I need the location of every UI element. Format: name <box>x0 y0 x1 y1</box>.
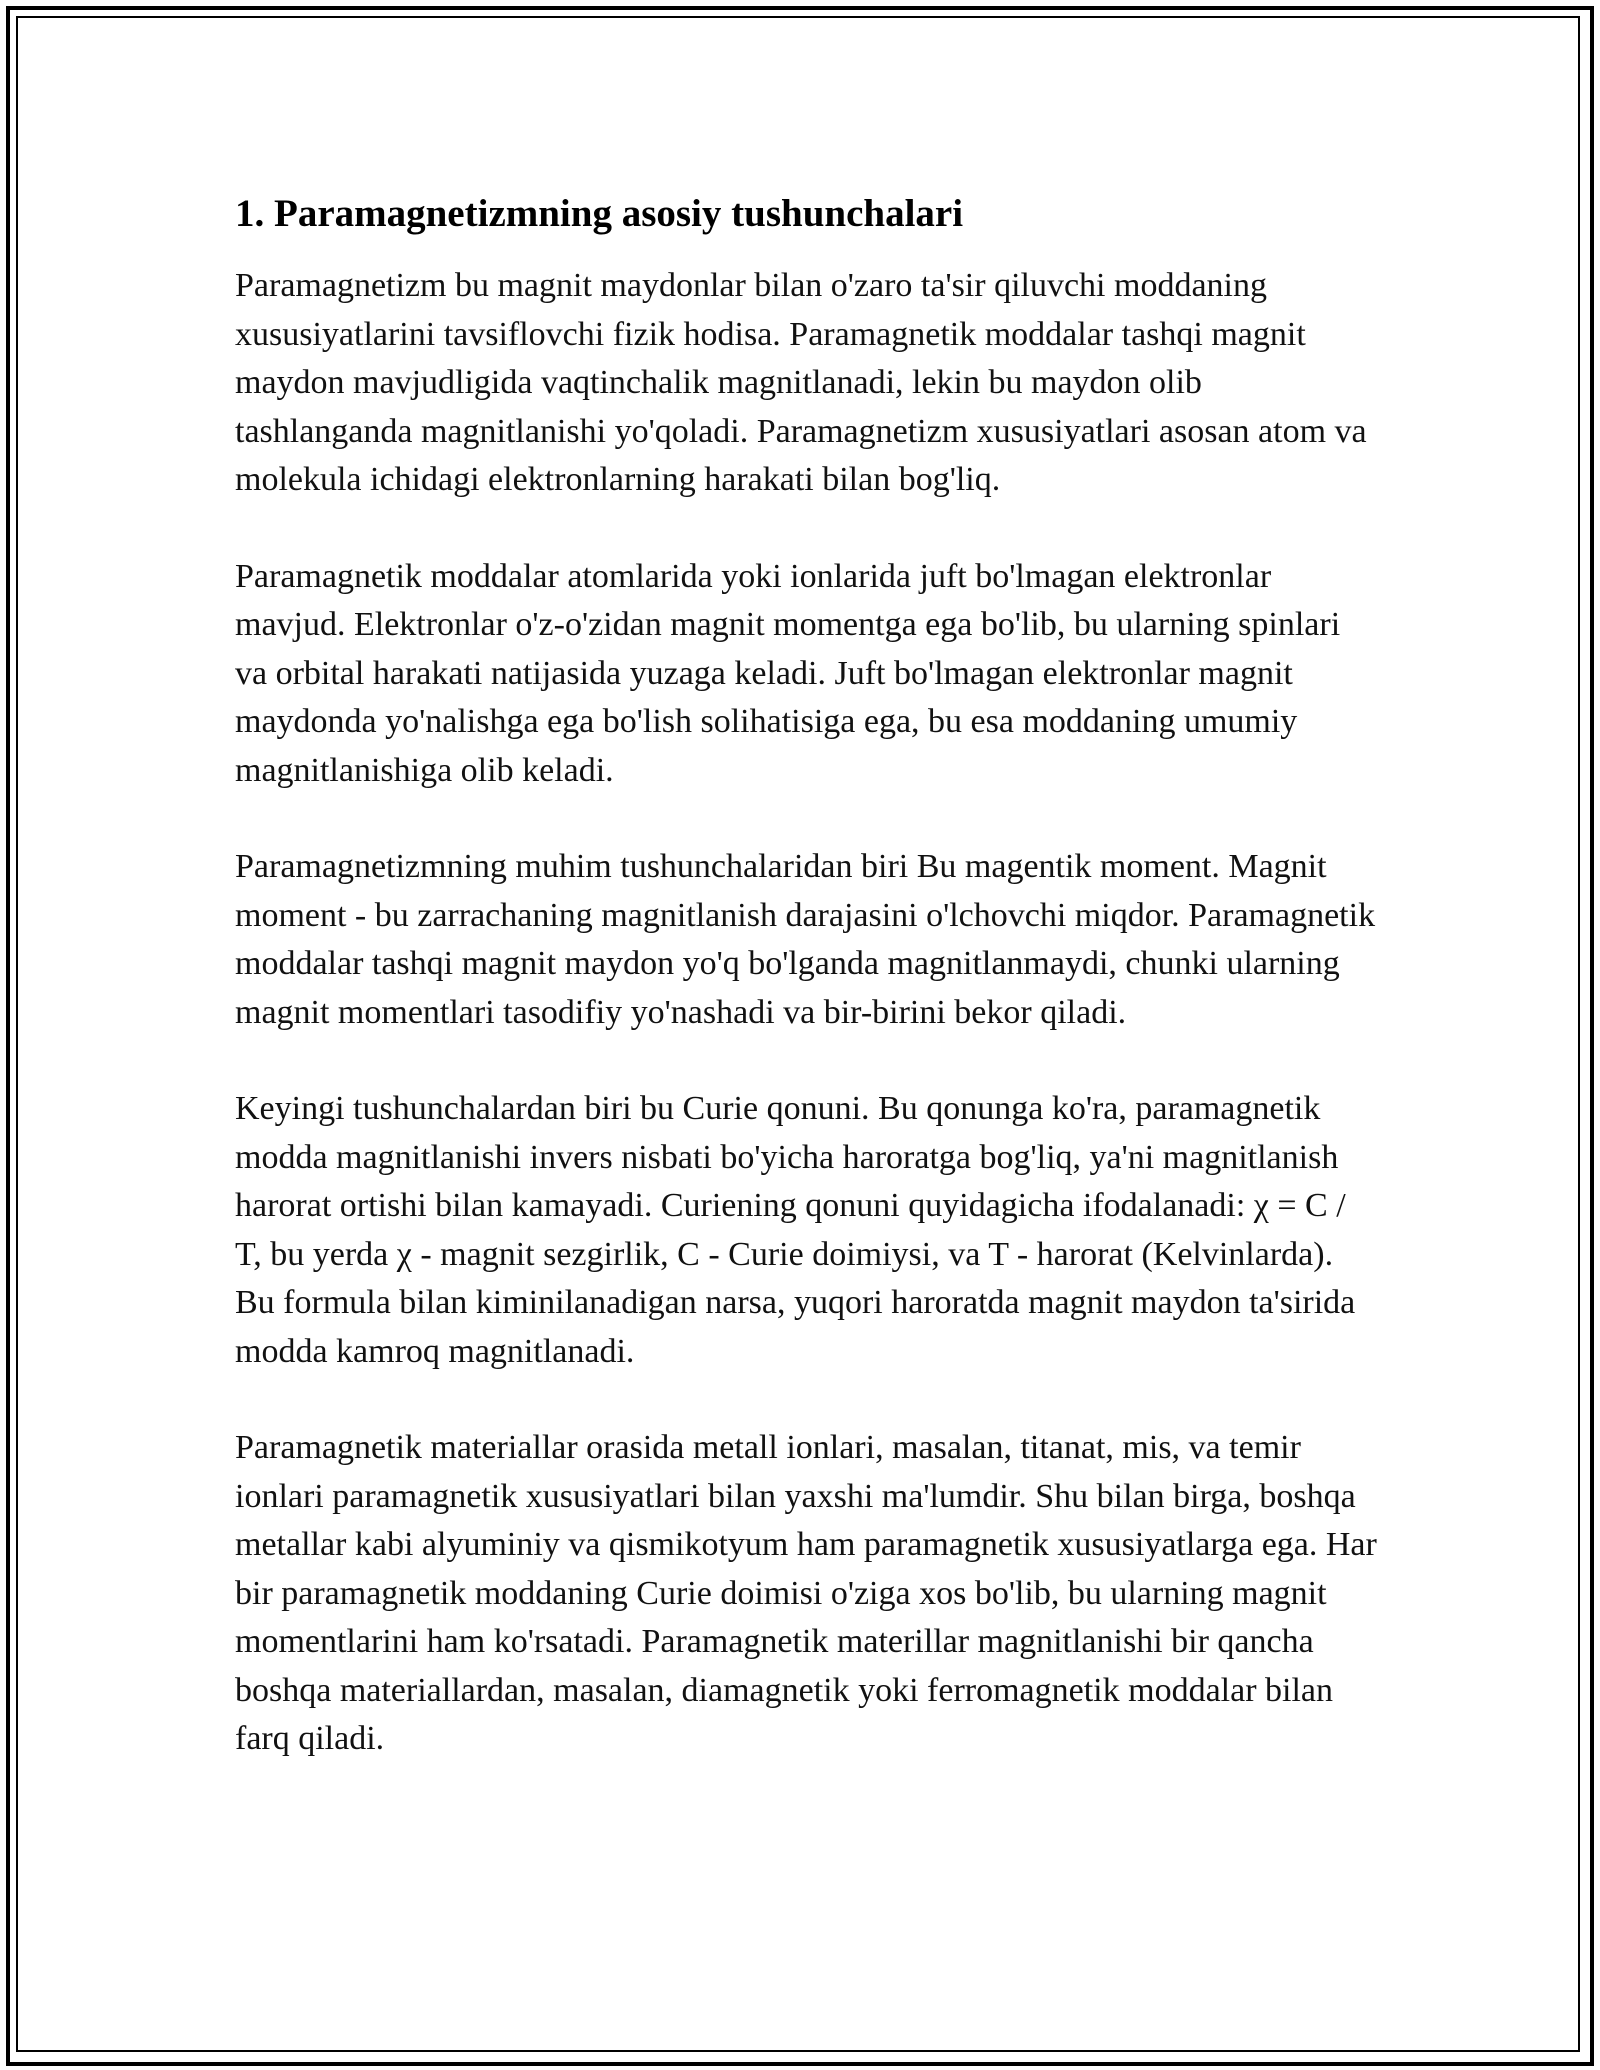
paragraph-paramagnetic-materials: Paramagnetik materiallar orasida metall ionlari, masalan, titanat, mis, va temir ionlari paramagnetik xususiyatlari bilan yaxshi ma'lumdir. Shu bilan birga, boshqa metallar kabi alyuminiy va qismikotyum ham paramagnetik xususiyatlarga ega. Har bir paramagnetik moddaning Curie doimisi o'ziga xos bo'lib, bu ularning magnit momentlarini ham ko'rsatadi. Paramagnetik materillar magnitlanishi bir qancha boshqa materiallardan, masalan, diamagnetik yoki ferromagnetik moddalar bilan farq qiladi. <box>235 1429 1377 1757</box>
document-body <box>235 186 1380 1812</box>
paragraph-magnetic-moment: Paramagnetizmning muhim tushunchalaridan biri Bu magentik moment. Magnit moment - bu zarrachaning magnitlanish darajasini o'lchovchi miqdor. Paramagnetik moddalar tashqi magnit maydon yo'q bo'lganda magnitlanmaydi, chunki ularning magnit momentlari tasodifiy yo'nashadi va bir-birini bekor qiladi. <box>235 848 1376 1031</box>
paragraph-curie-law: Keyingi tushunchalardan biri bu Curie qonuni. Bu qonunga ko'ra, paramagnetik modda magnitlanishi invers nisbati bo'yicha haroratga bog'liq, ya'ni magnitlanish harorat ortishi bilan kamayadi. Curiening qonuni quyidagicha ifodalanadi: χ = C / T, bu yerda χ - magnit sezgirlik, C - Curie doimiysi, va T - harorat (Kelvinlarda). Bu formula bilan kiminilanadigan narsa, yuqori haroratda magnit maydon ta'sirida modda kamroq magnitlanadi. <box>235 1090 1356 1370</box>
paragraph-intro: Paramagnetizm bu magnit maydonlar bilan o'zaro ta'sir qiluvchi moddaning xususiyatlarini tavsiflovchi fizik hodisa. Paramagnetik moddalar tashqi magnit maydon mavjudligida vaqtinchalik magnitlanadi, lekin bu maydon olib tashlanganda magnitlanishi yo'qoladi. Paramagnetizm xususiyatlari asosan atom va molekula ichidagi elektronlarning harakati bilan bog'liq. <box>235 267 1367 498</box>
paragraph-unpaired-electrons: Paramagnetik moddalar atomlarida yoki ionlarida juft bo'lmagan elektronlar mavjud. Elektronlar o'z-o'zidan magnit momentga ega bo'lib, bu ularning spinlari va orbital harakati natijasida yuzaga keladi. Juft bo'lmagan elektronlar magnit maydonda yo'nalishga ega bo'lish solihatisiga ega, bu esa moddaning umumiy magnitlanishiga olib keladi. <box>235 557 1341 789</box>
section-heading: 1. Paramagnetizmning asosiy tushunchalari <box>235 192 964 235</box>
